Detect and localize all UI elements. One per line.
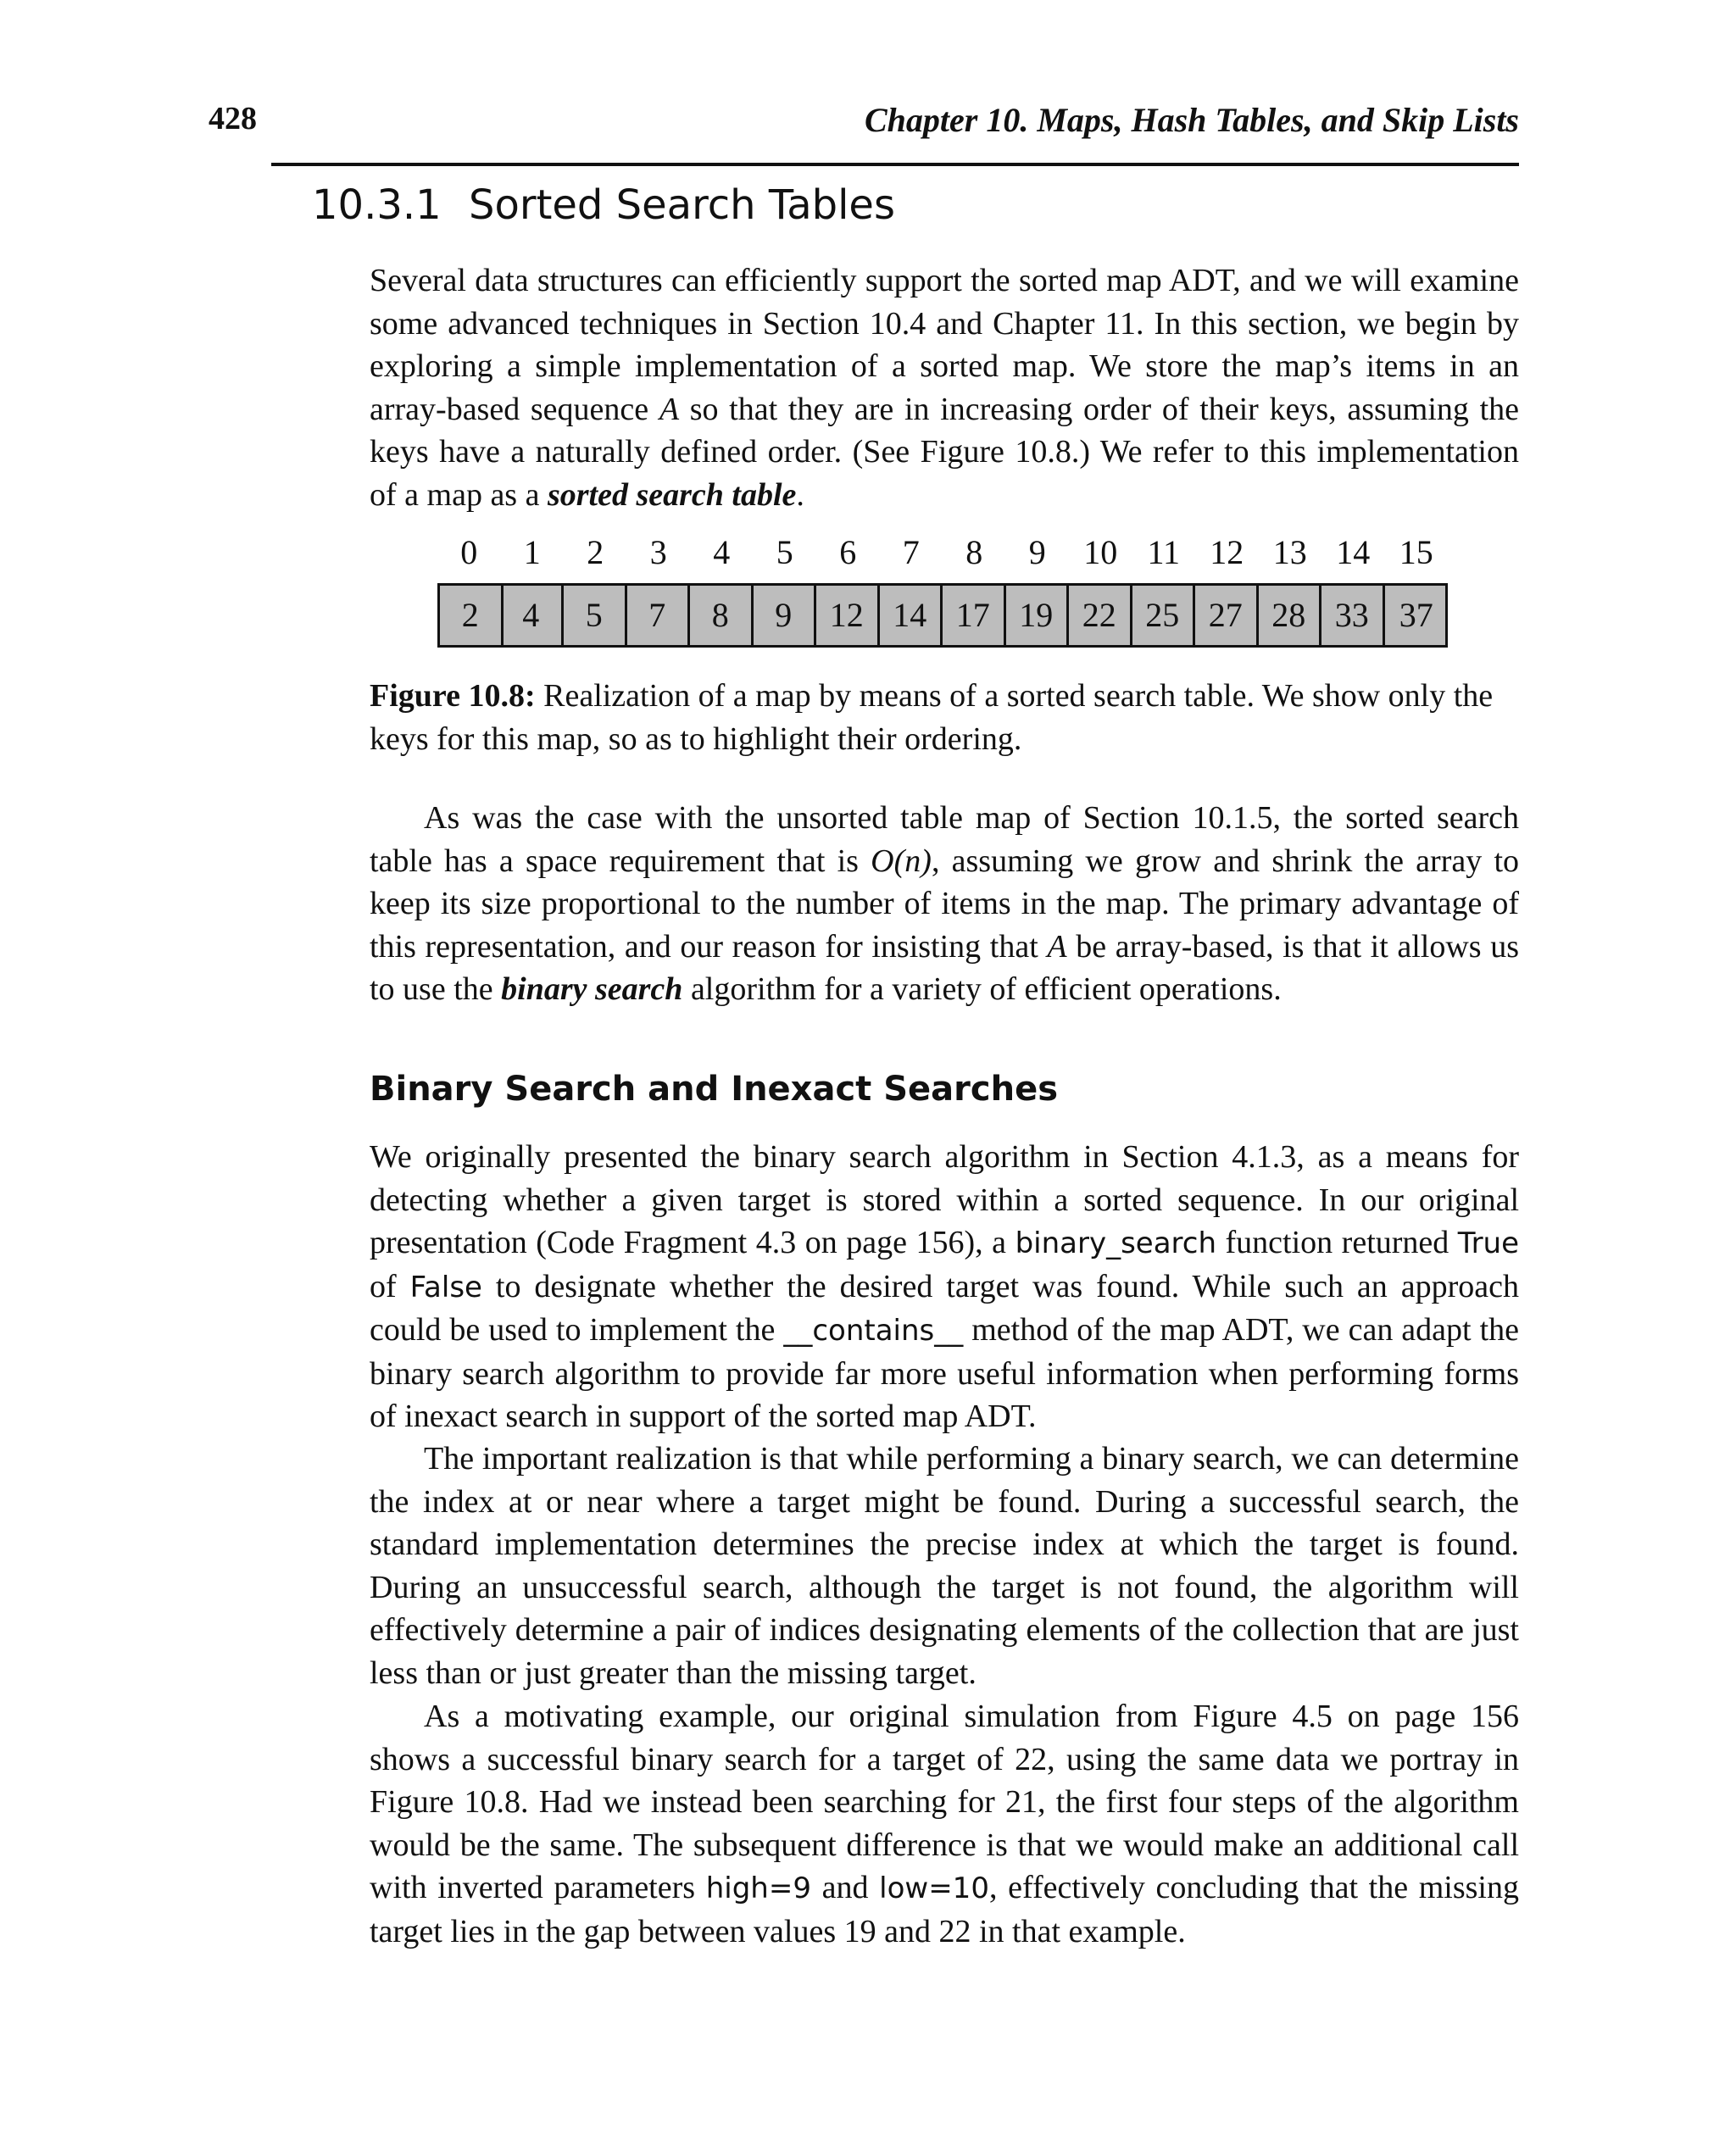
text-run: function returned	[1216, 1225, 1458, 1260]
key-cell: 8	[690, 586, 754, 645]
index-label: 12	[1210, 533, 1244, 571]
text-run: As was the case with the unsorted table map of Section 10.1.5, the sorted search table has a space requirement that is	[370, 800, 1519, 879]
realization-paragraph: The important realization is that while performing a binary search, we can determine the index at or near where a target might be found. During a successful search, the standard implementation determines the precise index at which the target is found. During an unsuccessful search, although the target is not found, the algorithm will effectively determine a pair of indices designating elements of the collection that are just less than or just greater than the missing target.	[370, 1441, 1519, 1691]
index-label: 0	[460, 533, 478, 571]
text-run: to designate whether the desired target was found. While such an approach could be used to implement the	[370, 1268, 1519, 1348]
section-title: Sorted Search Tables	[469, 181, 895, 229]
index-row	[437, 532, 1448, 580]
code-false: False	[409, 1270, 482, 1304]
index-label: 13	[1272, 533, 1307, 571]
key-cell: 9	[754, 586, 817, 645]
text-run: method of the map ADT, we can adapt the binary search algorithm to provide far more useful information when performing forms of inexact search in support of the sorted map ADT.	[370, 1312, 1519, 1434]
key-cell: 33	[1321, 586, 1385, 645]
key-cell: 5	[564, 586, 627, 645]
header-rule	[271, 163, 1519, 166]
index-label: 7	[902, 533, 920, 571]
text-run: and	[810, 1870, 880, 1905]
section-heading	[312, 181, 895, 229]
index-label: 5	[776, 533, 793, 571]
index-label: 9	[1028, 533, 1046, 571]
text-run: We originally presented the binary search algorithm in Section 4.1.3, as a means for detecting whether a given target is stored within a sorted sequence. In our original presentation (Code Fragment 4.3 on page 156), a	[370, 1139, 1519, 1260]
key-cell: 27	[1195, 586, 1259, 645]
code-high: high=9	[705, 1871, 811, 1905]
code-binary-search: binary_search	[1015, 1226, 1217, 1260]
text-run: be array-based, is that it allows us to use the	[370, 928, 1519, 1007]
code-low: low=10	[879, 1871, 989, 1905]
example-paragraph	[370, 1695, 1519, 1953]
index-label: 1	[523, 533, 541, 571]
space-paragraph	[370, 797, 1519, 1011]
intro-paragraph	[370, 259, 1519, 516]
index-label: 15	[1399, 533, 1433, 571]
text-run: so that they are in increasing order of their keys, assuming the keys have a naturally defined order. (See Figure 10.8.) We refer to this implementation of a map as a	[370, 391, 1519, 513]
text-run: Several data structures can efficiently support the sorted map ADT, and we will examine some advanced techniques in Section 10.4 and Chapter 11. In this section, we begin by exploring a simple implementation of a sorted map. We store the map’s items in an array-based sequence	[370, 263, 1519, 427]
page-number: 428	[209, 101, 257, 136]
text-run: .	[796, 476, 804, 513]
key-cell: 7	[627, 586, 691, 645]
key-cell: 28	[1259, 586, 1322, 645]
index-label: 4	[713, 533, 731, 571]
key-cell: 2	[440, 586, 504, 645]
caption-label: Figure 10.8:	[370, 678, 536, 714]
key-cell: 17	[943, 586, 1006, 645]
key-cell: 25	[1132, 586, 1196, 645]
index-label: 8	[965, 533, 983, 571]
key-row	[437, 583, 1448, 648]
term-binary-search: binary search	[501, 971, 683, 1007]
section-number: 10.3.1	[312, 181, 442, 229]
binary-search-paragraph	[370, 1136, 1519, 1438]
index-label: 11	[1147, 533, 1180, 571]
key-cell: 4	[501, 586, 565, 645]
math-o-n: O(n)	[871, 842, 932, 879]
text-run: As a motivating example, our original simulation from Figure 4.5 on page 156 shows a successful binary search for a target of 22, using the same data we portray in Figure 10.8. Had we instead been searching for 21, the first four steps of the algorithm would be the same. The subsequent difference is that we would make an additional call with inverted parameters	[370, 1699, 1519, 1905]
text-run: , assuming we grow and shrink the array to keep its size proportional to the number of items in the map. The primary advantage of this representation, and our reason for insisting that	[370, 842, 1519, 965]
index-label: 2	[587, 533, 604, 571]
key-cell: 37	[1399, 596, 1433, 634]
text-run: algorithm for a variety of efficient operations.	[682, 971, 1282, 1007]
key-cell: 12	[816, 586, 880, 645]
index-label: 10	[1083, 533, 1118, 571]
text-run: of	[370, 1268, 410, 1304]
caption-text: Realization of a map by means of a sorted search table. We show only the keys for this map, so as to highlight their ordering.	[370, 678, 1494, 757]
key-cell: 19	[1006, 586, 1070, 645]
figure-caption	[370, 675, 1519, 760]
text-run: , effectively concluding that the missing target lies in the gap between values 19 and 22 in that example.	[370, 1870, 1519, 1949]
term-sorted-search-table: sorted search table	[547, 476, 797, 513]
key-cell: 14	[880, 586, 943, 645]
subsection-heading: Binary Search and Inexact Searches	[370, 1070, 1059, 1109]
code-true: True	[1457, 1226, 1520, 1260]
running-head: Chapter 10. Maps, Hash Tables, and Skip Lists	[864, 101, 1519, 139]
variable-a: A	[659, 391, 680, 427]
variable-a: A	[1047, 928, 1067, 965]
code-contains: __contains__	[783, 1314, 964, 1348]
index-label: 14	[1336, 533, 1371, 571]
index-label: 6	[839, 533, 857, 571]
index-label: 3	[649, 533, 667, 571]
key-cell: 22	[1069, 586, 1132, 645]
